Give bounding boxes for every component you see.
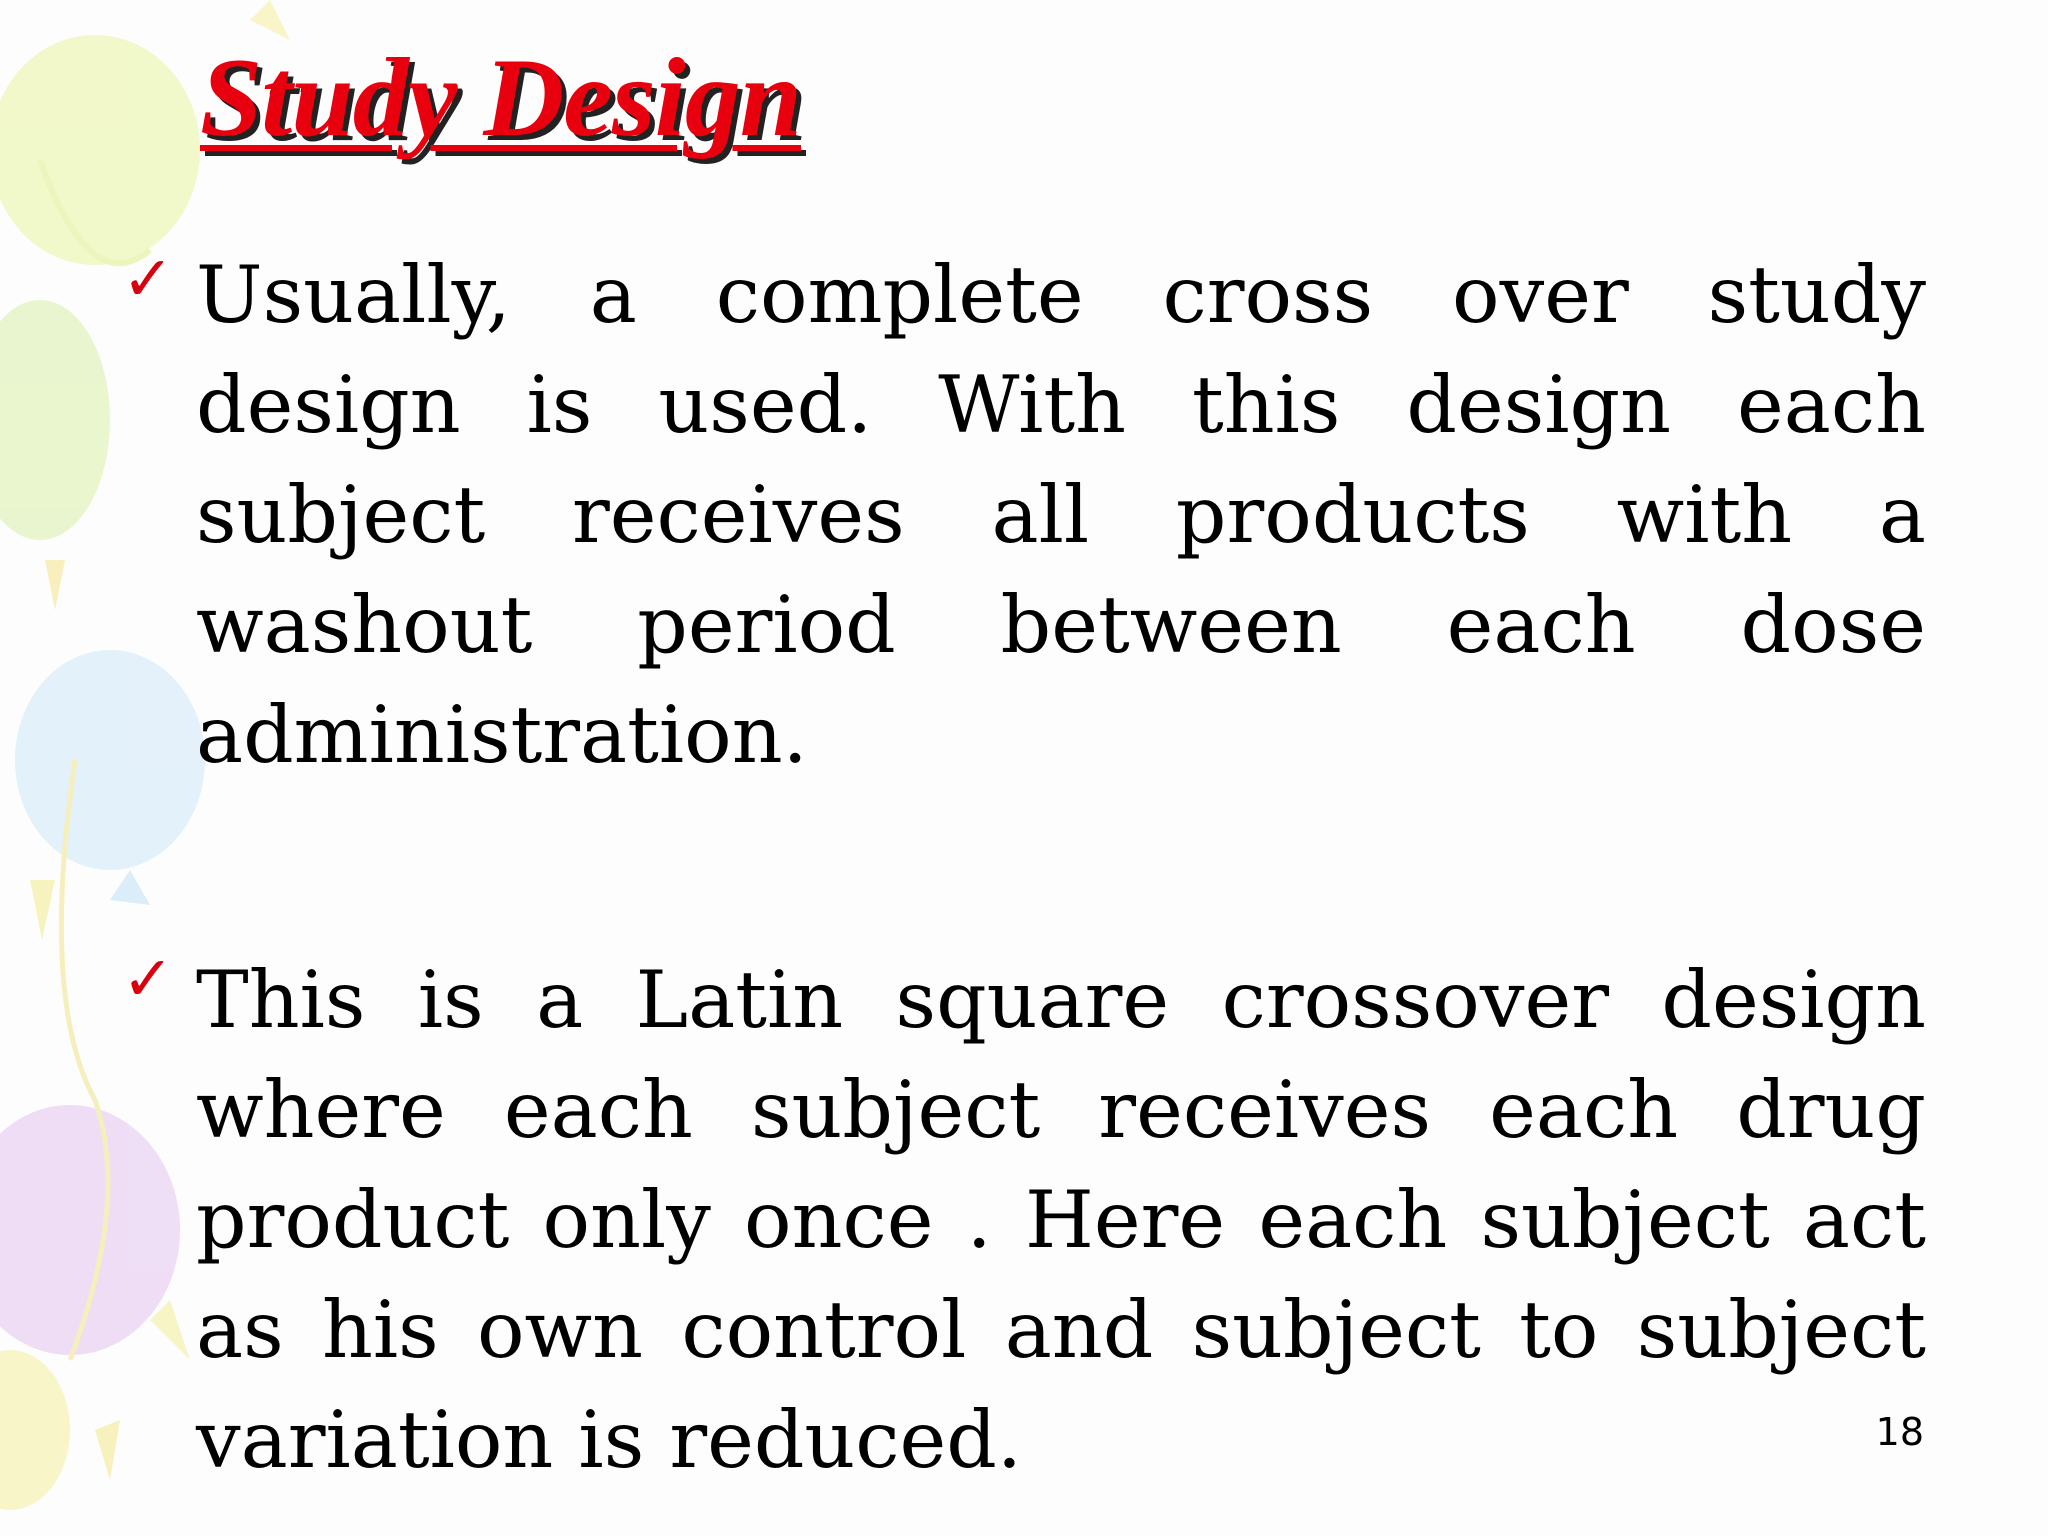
bullet-text: This is a Latin square crossover design where each subject receives each drug product only once . Here each subject act as his own control and subject to subject variation is reduced. (196, 954, 1926, 1486)
balloon-blue (15, 650, 205, 870)
balloon-green-left (0, 300, 110, 540)
bullet-text: Usually, a complete cross over study design is used. With this design each subject receives all products with a washout period between each dose administration. (196, 249, 1926, 781)
checkmark-icon: ✓ (122, 242, 174, 315)
page-number: 18 (1875, 1410, 1924, 1454)
checkmark-icon: ✓ (122, 942, 174, 1015)
balloon-yellow-top (0, 35, 200, 265)
balloon-yellow-bottom (0, 1350, 70, 1510)
slide-title: Study Design (200, 36, 801, 160)
